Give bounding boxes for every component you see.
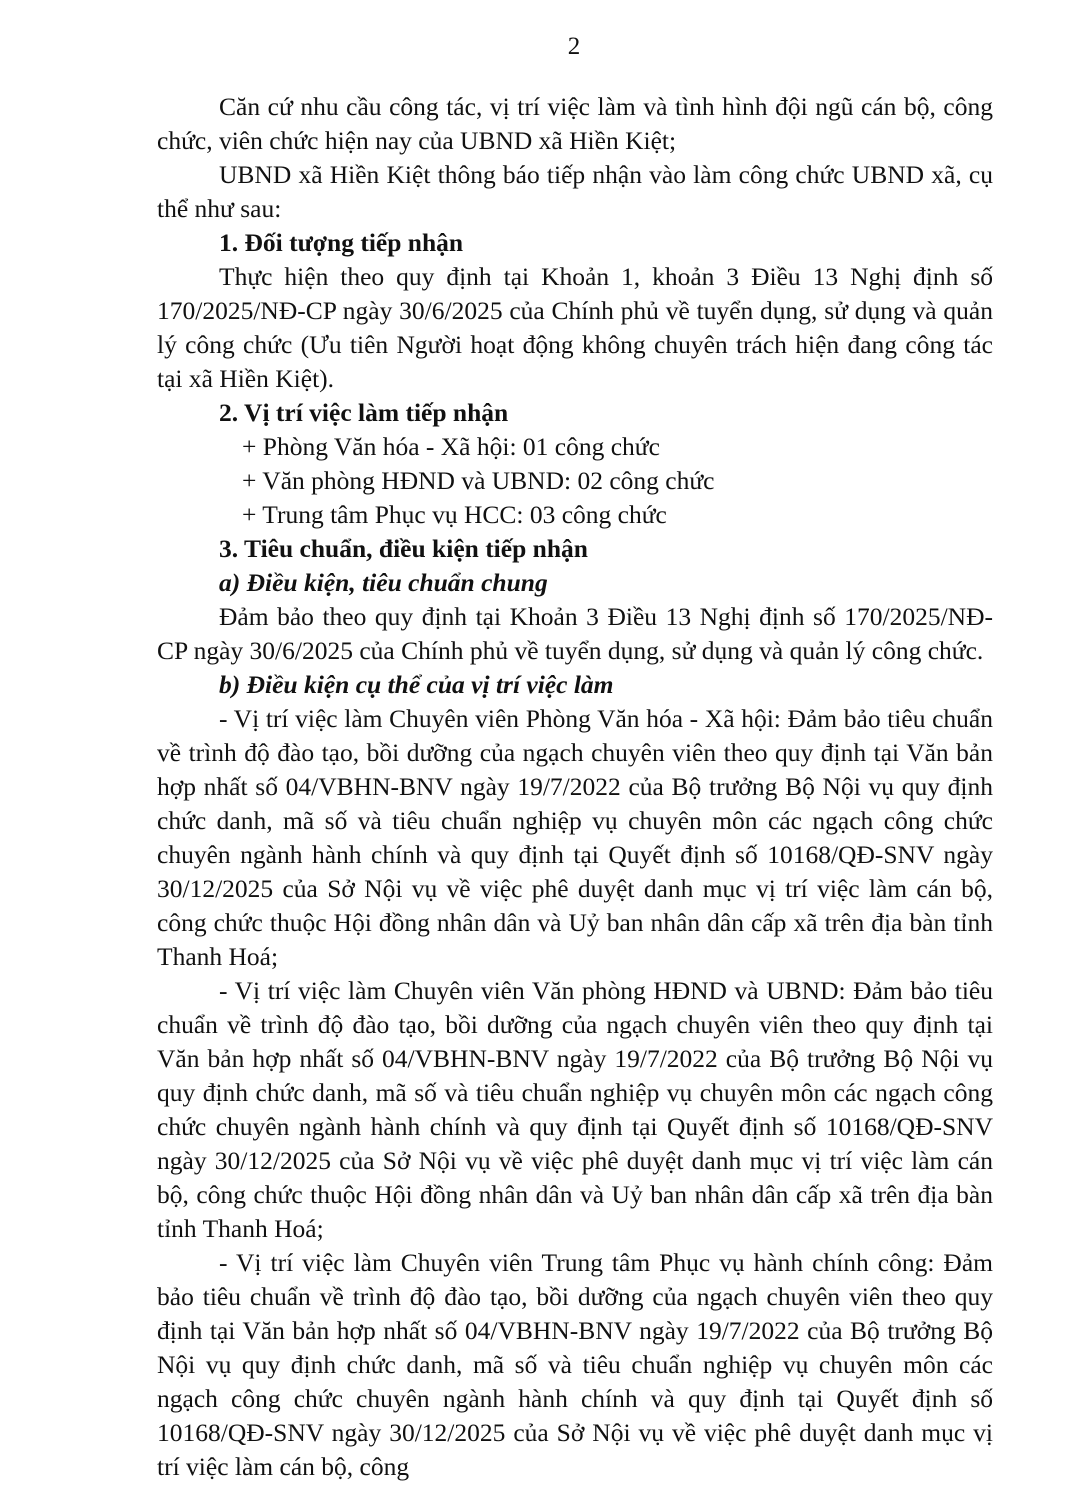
document-body: [157, 90, 993, 1484]
section-2-heading: 2. Vị trí việc làm tiếp nhận: [219, 398, 509, 427]
section-3b-heading: b) Điều kiện cụ thể của vị trí việc làm: [219, 670, 614, 699]
intro-paragraph-1: Căn cứ nhu cầu công tác, vị trí việc làm và tình hình đội ngũ cán bộ, công chức, viên chức hiện nay của UBND xã Hiền Kiệt;: [157, 92, 993, 155]
section-1-heading: 1. Đối tượng tiếp nhận: [219, 228, 464, 257]
section-3-heading: 3. Tiêu chuẩn, điều kiện tiếp nhận: [219, 534, 588, 563]
page-number: 2: [567, 33, 581, 60]
section-3b-paragraph-office: - Vị trí việc làm Chuyên viên Văn phòng HĐND và UBND: Đảm bảo tiêu chuẩn về trình độ đào tạo, bồi dưỡng của ngạch chuyên viên theo quy định tại Văn bản hợp nhất số 04/VBHN-BNV ngày 19/7/2022 của Bộ trưởng Bộ Nội vụ quy định chức danh, mã số và tiêu chuẩn nghiệp vụ chuyên môn các ngạch công chức chuyên ngành hành chính và quy định tại Quyết định số 10168/QĐ-SNV ngày 30/12/2025 của Sở Nội vụ về việc phê duyệt danh mục vị trí việc làm cán bộ, công chức thuộc Hội đồng nhân dân và Uỷ ban nhân dân cấp xã trên địa bàn tỉnh Thanh Hoá;: [157, 976, 993, 1243]
position-item-office: + Văn phòng HĐND và UBND: 02 công chức: [242, 466, 715, 495]
section-3b-paragraph-service-center: - Vị trí việc làm Chuyên viên Trung tâm Phục vụ hành chính công: Đảm bảo tiêu chuẩn về trình độ đào tạo, bồi dưỡng của ngạch chuyên viên theo quy định tại Văn bản hợp nhất số 04/VBHN-BNV ngày 19/7/2022 của Bộ trưởng Bộ Nội vụ quy định chức danh, mã số và tiêu chuẩn nghiệp vụ chuyên môn các ngạch công chức chuyên ngành hành chính và quy định tại Quyết định số 10168/QĐ-SNV ngày 30/12/2025 của Sở Nội vụ về việc phê duyệt danh mục vị trí việc làm cán bộ, công: [157, 1248, 993, 1481]
section-3a-heading: a) Điều kiện, tiêu chuẩn chung: [219, 568, 548, 597]
position-item-culture-society: + Phòng Văn hóa - Xã hội: 01 công chức: [242, 432, 660, 461]
position-item-service-center: + Trung tâm Phục vụ HCC: 03 công chức: [242, 500, 667, 529]
intro-paragraph-2: UBND xã Hiền Kiệt thông báo tiếp nhận vào làm công chức UBND xã, cụ thể như sau:: [157, 160, 993, 223]
section-3b-paragraph-culture-society: - Vị trí việc làm Chuyên viên Phòng Văn hóa - Xã hội: Đảm bảo tiêu chuẩn về trình độ đào tạo, bồi dưỡng của ngạch chuyên viên theo quy định tại Văn bản hợp nhất số 04/VBHN-BNV ngày 19/7/2022 của Bộ trưởng Bộ Nội vụ quy định chức danh, mã số và tiêu chuẩn nghiệp vụ chuyên môn các ngạch công chức chuyên ngành hành chính và quy định tại Quyết định số 10168/QĐ-SNV ngày 30/12/2025 của Sở Nội vụ về việc phê duyệt danh mục vị trí việc làm cán bộ, công chức thuộc Hội đồng nhân dân và Uỷ ban nhân dân cấp xã trên địa bàn tỉnh Thanh Hoá;: [157, 704, 993, 971]
section-1-text: Thực hiện theo quy định tại Khoản 1, khoản 3 Điều 13 Nghị định số 170/2025/NĐ-CP ngày 30/6/2025 của Chính phủ về tuyển dụng, sử dụng và quản lý công chức (Ưu tiên Người hoạt động không chuyên trách hiện đang công tác tại xã Hiền Kiệt).: [157, 262, 993, 393]
section-3a-text: Đảm bảo theo quy định tại Khoản 3 Điều 13 Nghị định số 170/2025/NĐ- CP ngày 30/6/2025 của Chính phủ về tuyển dụng, sử dụng và quản lý công chức.: [157, 602, 993, 665]
